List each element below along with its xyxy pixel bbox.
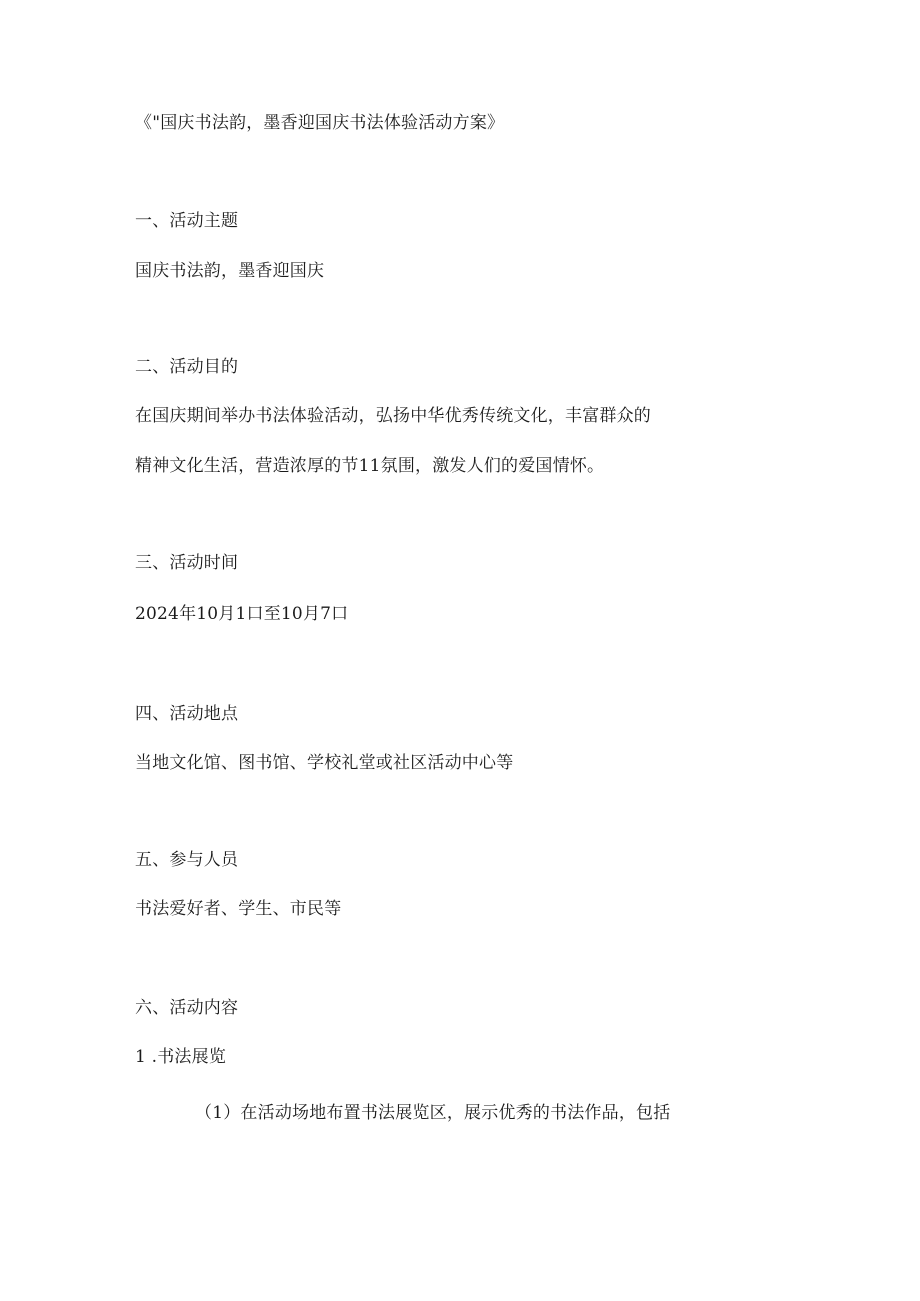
section-heading-location: 四、活动地点 [135,704,239,724]
subsection-heading-exhibition: 1 .书法展览 [135,1047,227,1067]
section-heading-theme: 一、活动主题 [135,211,239,231]
section-text-purpose-line1: 在国庆期间举办书法体验活动，弘扬中华优秀传统文化，丰富群众的 [135,406,651,426]
document-title: 《"国庆书法韵，墨香迎国庆书法体验活动方案》 [135,113,505,133]
section-heading-content: 六、活动内容 [135,998,239,1018]
section-text-time: 2024年10月1口至10月7口 [135,604,349,624]
subsection-text-exhibition: （1）在活动场地布置书法展览区，展示优秀的书法作品，包括 [195,1103,671,1123]
section-text-theme: 国庆书法韵，墨香迎国庆 [135,261,325,281]
section-heading-time: 三、活动时间 [135,553,239,573]
section-heading-participants: 五、参与人员 [135,850,239,870]
section-text-participants: 书法爱好者、学生、市民等 [135,899,342,919]
section-text-location: 当地文化馆、图书馆、学校礼堂或社区活动中心等 [135,753,514,773]
section-heading-purpose: 二、活动目的 [135,357,239,377]
section-text-purpose-line2: 精神文化生活，营造浓厚的节11氛围，激发人们的爱国情怀。 [135,456,605,476]
